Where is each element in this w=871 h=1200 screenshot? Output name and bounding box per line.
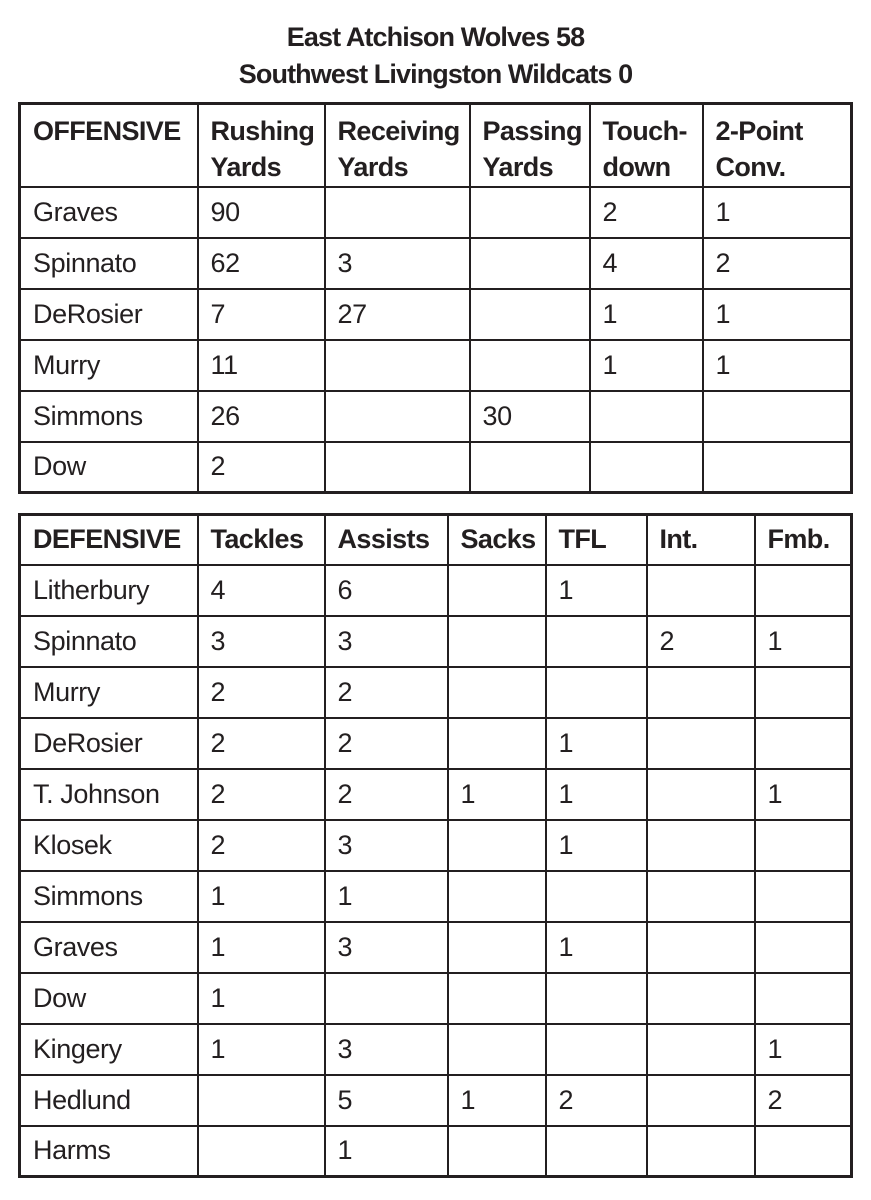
offense-table-row [20, 340, 852, 391]
defense-stat-cell [546, 667, 647, 718]
defense-stat-cell [647, 1126, 755, 1177]
offense-table-row [20, 238, 852, 289]
offense-player-name: Dow [20, 442, 198, 493]
offensive-stats-table [18, 102, 853, 494]
offense-column-header-line: Receiving [337, 116, 460, 146]
defense-column-header: DEFENSIVE [20, 515, 198, 565]
defense-stat-cell [325, 973, 448, 1024]
defense-table-row [20, 871, 852, 922]
defense-stat-cell: 1 [755, 616, 852, 667]
defense-stat-cell: 1 [325, 1126, 448, 1177]
defense-stat-cell: 2 [198, 718, 325, 769]
offense-stat-cell: 3 [325, 238, 470, 289]
defense-player-name: Harms [20, 1126, 198, 1177]
defense-stat-cell [448, 565, 546, 616]
defense-stat-cell: 1 [448, 769, 546, 820]
defense-column-header: Assists [325, 515, 448, 565]
defense-stat-cell: 3 [198, 616, 325, 667]
defense-stat-cell: 1 [198, 1024, 325, 1075]
offense-stat-cell: 1 [590, 289, 703, 340]
offense-stat-cell: 1 [703, 187, 852, 238]
defense-stat-cell: 1 [755, 769, 852, 820]
defense-header-row [20, 515, 852, 565]
defense-stat-cell: 1 [198, 871, 325, 922]
offense-column-header-line: Yards [337, 152, 409, 182]
defense-stat-cell: 2 [198, 769, 325, 820]
defense-player-name: DeRosier [20, 718, 198, 769]
offense-table-row [20, 289, 852, 340]
defense-stat-cell: 4 [198, 565, 325, 616]
offense-column-header-line: Rushing [210, 116, 315, 146]
offense-stat-cell [325, 340, 470, 391]
defense-stat-cell: 3 [325, 922, 448, 973]
defense-table-row [20, 1075, 852, 1126]
defense-stat-cell: 1 [198, 973, 325, 1024]
defensive-stats-table [18, 513, 853, 1178]
offense-stat-cell [325, 187, 470, 238]
offense-column-header-line: Passing [482, 116, 582, 146]
defense-table-row [20, 616, 852, 667]
defense-stat-cell [546, 973, 647, 1024]
defense-player-name: Dow [20, 973, 198, 1024]
offense-stat-cell: 27 [325, 289, 470, 340]
defense-stat-cell: 2 [198, 667, 325, 718]
defense-table-row [20, 565, 852, 616]
offense-column-header-line: down [602, 152, 671, 182]
defense-table-row [20, 820, 852, 871]
defense-player-name: T. Johnson [20, 769, 198, 820]
defense-stat-cell [755, 1126, 852, 1177]
defense-stat-cell [755, 667, 852, 718]
defense-stat-cell: 1 [198, 922, 325, 973]
offense-stat-cell: 2 [198, 442, 325, 493]
defense-stat-cell: 1 [755, 1024, 852, 1075]
offense-column-header-line: Yards [482, 152, 554, 182]
offense-column-header [325, 104, 470, 187]
defense-stat-cell [448, 820, 546, 871]
defense-stat-cell [448, 973, 546, 1024]
offense-column-header-line: Touch- [602, 116, 687, 146]
offense-column-header [703, 104, 852, 187]
defense-stat-cell [198, 1126, 325, 1177]
defense-stat-cell: 2 [647, 616, 755, 667]
offense-stat-cell [703, 391, 852, 442]
defense-column-header: Int. [647, 515, 755, 565]
defense-table-row [20, 718, 852, 769]
defense-table-row [20, 1126, 852, 1177]
defense-stat-cell: 1 [546, 769, 647, 820]
defense-stat-cell: 1 [546, 565, 647, 616]
offense-column-header [590, 104, 703, 187]
offense-player-name: Murry [20, 340, 198, 391]
defense-column-header: Tackles [198, 515, 325, 565]
defense-table-row [20, 667, 852, 718]
defense-stat-cell: 2 [198, 820, 325, 871]
defense-stat-cell [546, 871, 647, 922]
offense-stat-cell [703, 442, 852, 493]
offense-stat-cell: 30 [470, 391, 590, 442]
defense-table-row [20, 1024, 852, 1075]
offense-column-header-line: Yards [210, 152, 282, 182]
defense-stat-cell [546, 1126, 647, 1177]
defense-stat-cell [647, 1075, 755, 1126]
defense-player-name: Klosek [20, 820, 198, 871]
defense-player-name: Spinnato [20, 616, 198, 667]
offense-stat-cell [470, 442, 590, 493]
offense-stat-cell: 1 [590, 340, 703, 391]
defense-player-name: Graves [20, 922, 198, 973]
defense-stat-cell: 5 [325, 1075, 448, 1126]
defense-stat-cell [448, 1024, 546, 1075]
defense-stat-cell [647, 922, 755, 973]
defense-stat-cell: 6 [325, 565, 448, 616]
offense-player-name: Spinnato [20, 238, 198, 289]
offense-stat-cell: 2 [590, 187, 703, 238]
offense-stat-cell [470, 289, 590, 340]
offense-stat-cell: 62 [198, 238, 325, 289]
game-title-winner: East Atchison Wolves 58 [286, 22, 585, 52]
offense-player-name: DeRosier [20, 289, 198, 340]
defense-stat-cell [755, 871, 852, 922]
offense-stat-cell [325, 391, 470, 442]
defense-stat-cell: 1 [546, 922, 647, 973]
defense-stat-cell [755, 565, 852, 616]
defense-stat-cell [448, 871, 546, 922]
offense-stat-cell [470, 238, 590, 289]
defense-player-name: Murry [20, 667, 198, 718]
defense-stat-cell [198, 1075, 325, 1126]
defense-stat-cell [448, 616, 546, 667]
defense-column-header: Fmb. [755, 515, 852, 565]
offense-stat-cell: 26 [198, 391, 325, 442]
defense-stat-cell: 1 [325, 871, 448, 922]
offense-column-header [20, 104, 198, 187]
defense-stat-cell [647, 871, 755, 922]
offense-stat-cell [470, 187, 590, 238]
defense-stat-cell [448, 718, 546, 769]
defense-stat-cell: 1 [546, 718, 647, 769]
offense-player-name: Graves [20, 187, 198, 238]
offense-stat-cell: 4 [590, 238, 703, 289]
defense-stat-cell: 3 [325, 820, 448, 871]
offense-column-header-line: Conv. [715, 152, 786, 182]
defense-stat-cell: 2 [325, 667, 448, 718]
defense-player-name: Hedlund [20, 1075, 198, 1126]
defense-table-row [20, 922, 852, 973]
defense-stat-cell: 1 [546, 820, 647, 871]
defense-stat-cell [647, 973, 755, 1024]
defense-stat-cell: 2 [755, 1075, 852, 1126]
defense-column-header: TFL [546, 515, 647, 565]
offense-stat-cell: 90 [198, 187, 325, 238]
defense-stat-cell [755, 973, 852, 1024]
defense-stat-cell: 1 [448, 1075, 546, 1126]
offense-stat-cell: 7 [198, 289, 325, 340]
offense-column-header-line: OFFENSIVE [33, 116, 181, 146]
defense-player-name: Simmons [20, 871, 198, 922]
defense-stat-cell: 3 [325, 1024, 448, 1075]
defense-stat-cell: 2 [546, 1075, 647, 1126]
offense-column-header-line: 2-Point [715, 116, 803, 146]
offense-column-header [198, 104, 325, 187]
offense-stat-cell: 11 [198, 340, 325, 391]
defense-stat-cell: 2 [325, 718, 448, 769]
defense-table-row [20, 769, 852, 820]
defense-stat-cell: 2 [325, 769, 448, 820]
offense-stat-cell: 1 [703, 289, 852, 340]
defense-stat-cell [448, 922, 546, 973]
offense-table-row [20, 442, 852, 493]
defense-stat-cell [448, 1126, 546, 1177]
offense-stat-cell: 1 [703, 340, 852, 391]
defense-stat-cell [647, 718, 755, 769]
offense-table-row [20, 391, 852, 442]
defense-column-header: Sacks [448, 515, 546, 565]
defense-stat-cell [647, 1024, 755, 1075]
defense-table-row [20, 973, 852, 1024]
offense-stat-cell [590, 442, 703, 493]
offense-stat-cell [590, 391, 703, 442]
defense-stat-cell [647, 769, 755, 820]
defense-stat-cell: 3 [325, 616, 448, 667]
offense-column-header [470, 104, 590, 187]
defense-player-name: Litherbury [20, 565, 198, 616]
defense-stat-cell [647, 820, 755, 871]
offense-player-name: Simmons [20, 391, 198, 442]
game-title-loser: Southwest Livingston Wildcats 0 [238, 59, 633, 89]
defense-player-name: Kingery [20, 1024, 198, 1075]
defense-stat-cell [448, 667, 546, 718]
offense-stat-cell [470, 340, 590, 391]
offense-stat-cell [325, 442, 470, 493]
defense-stat-cell [755, 718, 852, 769]
defense-stat-cell [755, 922, 852, 973]
offense-stat-cell: 2 [703, 238, 852, 289]
defense-stat-cell [755, 820, 852, 871]
defense-stat-cell [647, 565, 755, 616]
defense-stat-cell [546, 1024, 647, 1075]
offense-table-row [20, 187, 852, 238]
defense-stat-cell [546, 616, 647, 667]
defense-stat-cell [647, 667, 755, 718]
offense-header-row [20, 104, 852, 187]
